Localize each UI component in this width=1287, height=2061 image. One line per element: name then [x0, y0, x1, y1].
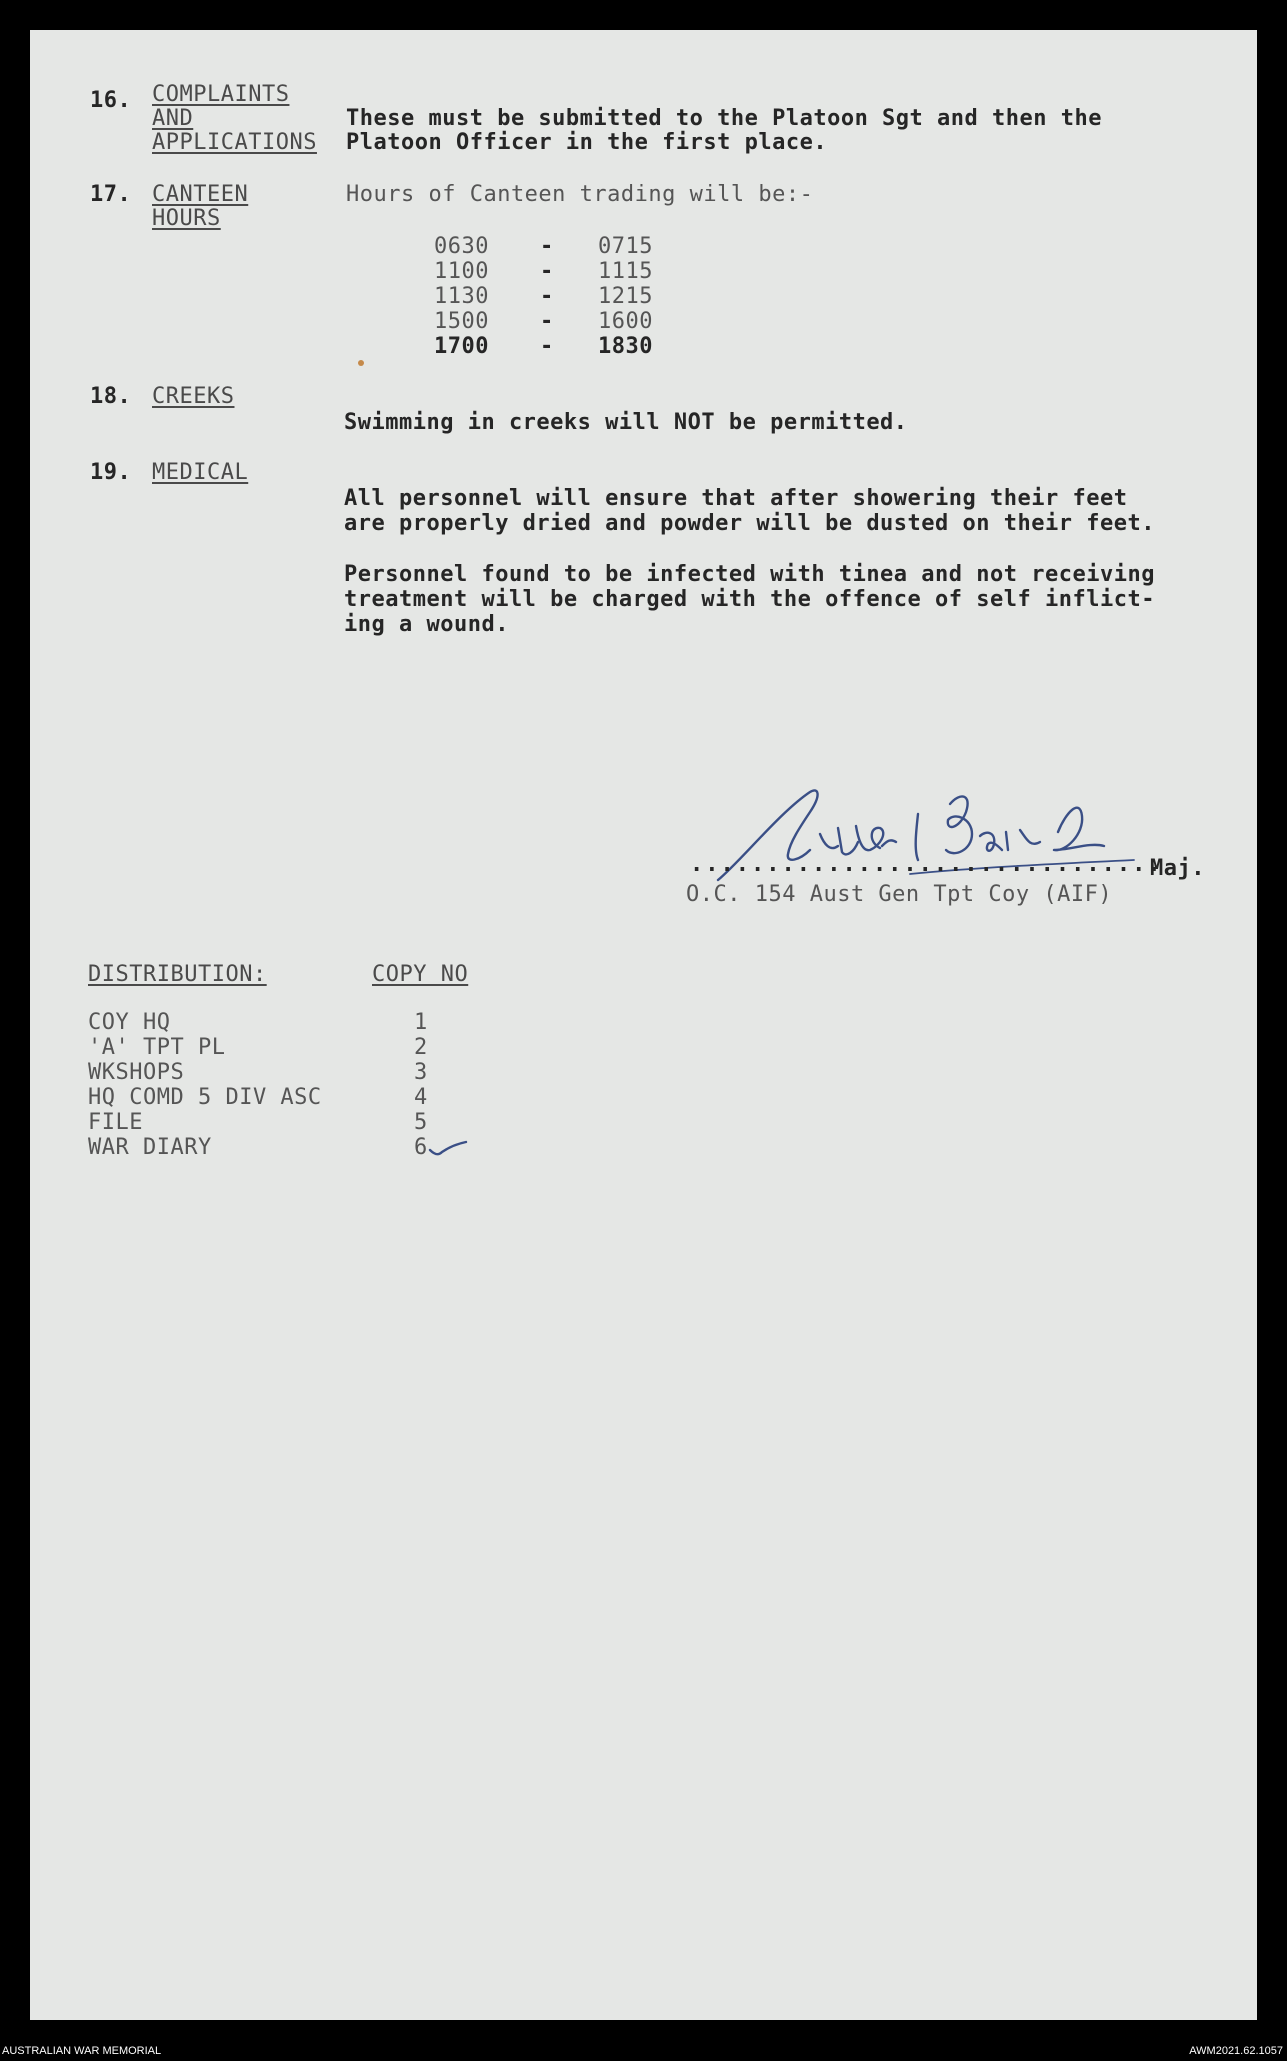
section-body-line: treatment will be charged with the offence of self inflict-	[344, 587, 1155, 612]
distribution-copy: 4	[414, 1085, 428, 1110]
section-heading: CANTEEN	[152, 182, 249, 207]
time-to: 1115	[598, 259, 653, 284]
distribution-copy: 3	[414, 1060, 428, 1085]
distribution-name: FILE	[88, 1110, 143, 1135]
time-from: 1500	[434, 309, 489, 334]
time-from: 1100	[434, 259, 489, 284]
time-sep: -	[540, 234, 554, 259]
time-to: 0715	[598, 234, 653, 259]
section-body-line: are properly dried and powder will be dusted on their feet.	[344, 511, 1155, 536]
time-to: 1215	[598, 284, 653, 309]
section-heading: HOURS	[152, 206, 221, 231]
time-from: 0630	[434, 234, 489, 259]
signature-dots: ...............................	[690, 852, 1163, 877]
section-body-line: All personnel will ensure that after showering their feet	[344, 486, 1128, 511]
check-mark-icon	[428, 1138, 468, 1158]
section-number: 18.	[90, 384, 132, 409]
time-sep: -	[540, 259, 554, 284]
document-page	[30, 30, 1257, 2020]
time-sep: -	[540, 284, 554, 309]
section-body-line: Swimming in creeks will NOT be permitted.	[344, 410, 908, 435]
time-to: 1830	[598, 334, 653, 359]
section-intro: Hours of Canteen trading will be:-	[346, 182, 814, 207]
distribution-name: WKSHOPS	[88, 1060, 185, 1085]
distribution-name: 'A' TPT PL	[88, 1035, 226, 1060]
time-from: 1130	[434, 284, 489, 309]
distribution-header: DISTRIBUTION:	[88, 962, 267, 987]
section-body-line: Platoon Officer in the first place.	[346, 130, 828, 155]
distribution-name: COY HQ	[88, 1010, 171, 1035]
section-heading: COMPLAINTS	[152, 82, 290, 107]
distribution-copy: 2	[414, 1035, 428, 1060]
distribution-copy: 1	[414, 1010, 428, 1035]
section-heading: MEDICAL	[152, 460, 249, 485]
footer-accession-number: AWM2021.62.1057	[1189, 2045, 1283, 2057]
section-heading: AND	[152, 106, 194, 131]
time-sep: -	[540, 334, 554, 359]
section-number: 16.	[90, 88, 132, 113]
section-body-line: These must be submitted to the Platoon Sgt and then the	[346, 106, 1102, 131]
time-sep: -	[540, 309, 554, 334]
section-heading: CREEKS	[152, 384, 235, 409]
time-to: 1600	[598, 309, 653, 334]
footer-source: AUSTRALIAN WAR MEMORIAL	[2, 2045, 162, 2057]
section-heading: APPLICATIONS	[152, 130, 317, 155]
distribution-name: HQ COMD 5 DIV ASC	[88, 1085, 322, 1110]
distribution-copy: 6	[414, 1135, 428, 1160]
signature-rank: Maj.	[1150, 856, 1205, 881]
section-body-line: Personnel found to be infected with tinea and not receiving	[344, 562, 1155, 587]
signature-title: O.C. 154 Aust Gen Tpt Coy (AIF)	[686, 882, 1113, 907]
section-body-line: ing a wound.	[344, 612, 509, 637]
distribution-name: WAR DIARY	[88, 1135, 212, 1160]
distribution-copy: 5	[414, 1110, 428, 1135]
paper-fleck	[358, 360, 364, 366]
time-from: 1700	[434, 334, 489, 359]
copy-no-header: COPY NO	[372, 962, 469, 987]
section-number: 17.	[90, 182, 132, 207]
section-number: 19.	[90, 460, 132, 485]
